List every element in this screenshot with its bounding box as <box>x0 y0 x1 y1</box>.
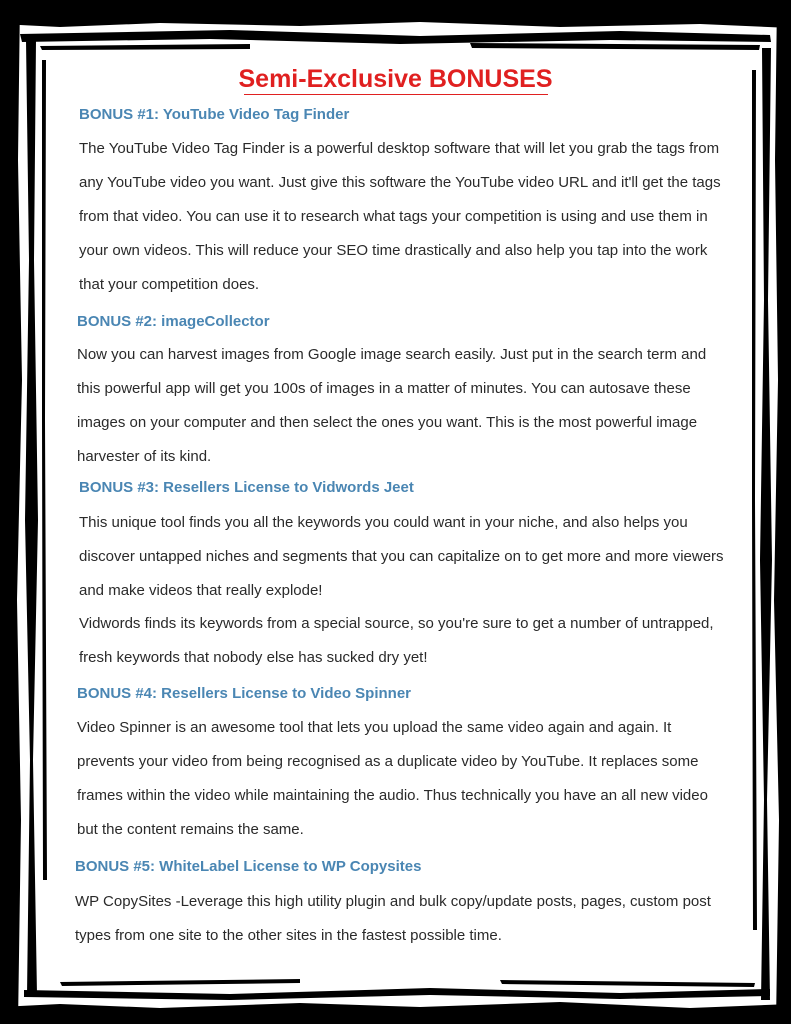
bonus-heading-1: BONUS #1: YouTube Video Tag Finder <box>79 106 350 123</box>
bonus-description-1: The YouTube Video Tag Finder is a powerful desktop software that will let you grab the tags from any YouTube video you want. Just give this software the YouTube video URL and it'll get the tags from that video. You can use it to research what tags your competition is using and use them in your own videos. This will reduce your SEO time drastically and also help you tap into the work that your competition does. <box>79 140 721 293</box>
page-title: Semi-Exclusive BONUSES <box>238 65 553 93</box>
bonus-heading-4: BONUS #4: Resellers License to Video Spinner <box>77 685 411 702</box>
bonus-heading-3: BONUS #3: Resellers License to Vidwords Jeet <box>79 479 414 496</box>
bonus-heading-2: BONUS #2: imageCollector <box>77 313 270 330</box>
bonus-description-5: WP CopySites -Leverage this high utility plugin and bulk copy/update posts, pages, custom post types from one site to the other sites in the fastest possible time. <box>75 893 711 944</box>
title-underline <box>244 94 548 95</box>
bonus-heading-5: BONUS #5: WhiteLabel License to WP Copysites <box>75 858 422 875</box>
bonus-description-3b: Vidwords finds its keywords from a special source, so you're sure to get a number of untrapped, fresh keywords that nobody else has sucked dry yet! <box>79 615 714 666</box>
bonus-description-2: Now you can harvest images from Google image search easily. Just put in the search term and this powerful app will get you 100s of images in a matter of minutes. You can autosave these images on your computer and then select the ones you want. This is the most powerful image harvester of its kind. <box>77 346 707 465</box>
bonus-description-4: Video Spinner is an awesome tool that lets you upload the same video again and again. It prevents your video from being recognised as a duplicate video by YouTube. It replaces some frames within the video while maintaining the audio. Thus technically you have an all new video but the content remains the same. <box>77 719 708 838</box>
bonus-description-3: This unique tool finds you all the keywords you could want in your niche, and also helps you discover untapped niches and segments that you can capitalize on to get more and more viewers and make videos that really explode! <box>79 514 724 599</box>
